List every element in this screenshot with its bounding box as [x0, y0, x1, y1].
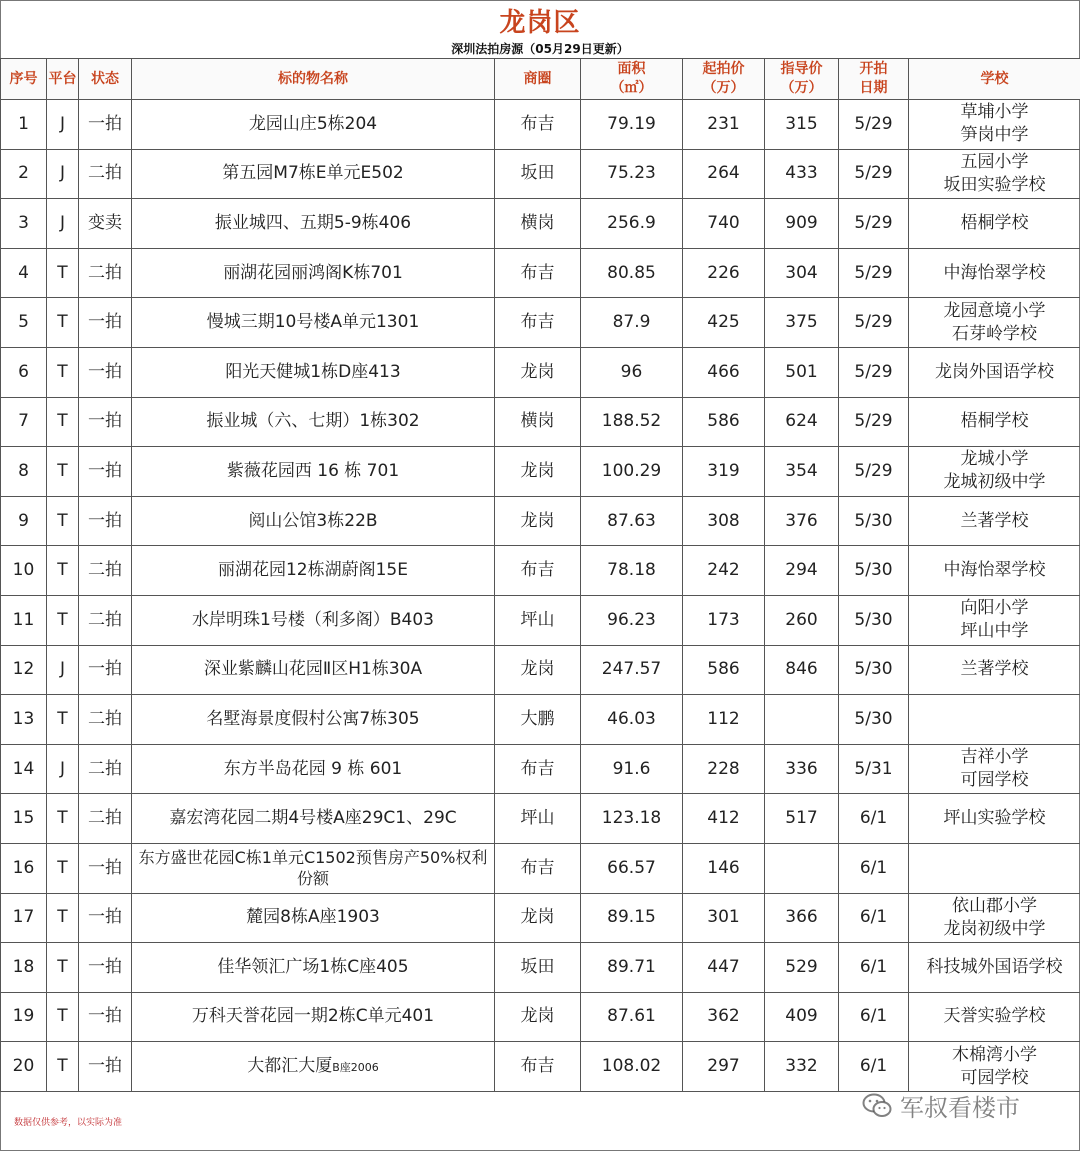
cell-area: 96	[581, 347, 683, 397]
cell-date: 5/30	[839, 695, 909, 745]
cell-date: 5/30	[839, 645, 909, 695]
cell-platform: T	[47, 248, 79, 298]
cell-date: 5/29	[839, 397, 909, 447]
table-row	[1, 794, 1080, 844]
school-name: 坂田实验学校	[943, 174, 1046, 195]
cell-guide: 332	[765, 1042, 839, 1092]
cell-seq: 10	[1, 546, 47, 596]
property-name: 深业紫麟山花园Ⅱ区H1栋30A	[203, 659, 423, 680]
status-badge: 变卖	[79, 199, 132, 249]
cell-guide: 294	[765, 546, 839, 596]
cell-date: 5/29	[839, 100, 909, 150]
school-name: 吉祥小学	[960, 747, 1029, 768]
property-name: 阅山公馆3栋22B	[248, 510, 378, 531]
cell-seq: 17	[1, 893, 47, 943]
property-name: 嘉宏湾花园二期4号楼A座29C1、29C	[169, 808, 457, 829]
watermark-text: 军叔看楼市	[900, 1094, 1020, 1122]
cell-seq: 6	[1, 347, 47, 397]
school-name: 科技城外国语学校	[926, 956, 1063, 977]
school-name: 龙岗初级中学	[943, 918, 1046, 939]
property-name: 名墅海景度假村公寓7栋305	[206, 708, 420, 729]
property-name: 水岸明珠1号楼（利多阁）B403	[192, 609, 434, 630]
status-badge: 二拍	[79, 744, 132, 794]
cell-area: 123.18	[581, 794, 683, 844]
cell-seq: 4	[1, 248, 47, 298]
status-badge: 一拍	[79, 397, 132, 447]
header-start-label: 起拍价	[702, 61, 745, 77]
cell-guide: 529	[765, 943, 839, 993]
status-badge: 二拍	[79, 595, 132, 645]
cell-name	[132, 248, 495, 298]
school-name: 向阳小学	[960, 598, 1029, 619]
cell-district: 布吉	[495, 843, 581, 893]
cell-platform: J	[47, 199, 79, 249]
cell-guide: 354	[765, 447, 839, 497]
header-area-unit: （㎡）	[610, 80, 653, 96]
cell-school	[909, 645, 1080, 695]
cell-platform: T	[47, 496, 79, 546]
cell-start: 447	[683, 943, 765, 993]
cell-district: 坪山	[495, 794, 581, 844]
property-name: 第五园M7栋E单元E502	[222, 163, 404, 184]
cell-name	[132, 100, 495, 150]
cell-area: 87.61	[581, 992, 683, 1042]
cell-start: 231	[683, 100, 765, 150]
cell-seq: 9	[1, 496, 47, 546]
footer-disclaimer: 数据仅供参考，以实际为准	[14, 1118, 123, 1128]
header-guide-price	[765, 59, 839, 100]
table-row	[1, 100, 1080, 150]
cell-seq: 8	[1, 447, 47, 497]
cell-school	[909, 298, 1080, 348]
cell-area: 80.85	[581, 248, 683, 298]
cell-platform: T	[47, 843, 79, 893]
cell-school	[909, 794, 1080, 844]
cell-area: 256.9	[581, 199, 683, 249]
cell-area: 188.52	[581, 397, 683, 447]
table-row	[1, 248, 1080, 298]
cell-area: 108.02	[581, 1042, 683, 1092]
cell-school	[909, 943, 1080, 993]
cell-start: 242	[683, 546, 765, 596]
cell-name	[132, 1042, 495, 1092]
cell-start: 586	[683, 645, 765, 695]
cell-seq: 13	[1, 695, 47, 745]
cell-area: 89.15	[581, 893, 683, 943]
cell-name	[132, 447, 495, 497]
status-badge: 二拍	[79, 695, 132, 745]
cell-guide: 846	[765, 645, 839, 695]
header-platform: 平台	[47, 59, 79, 100]
cell-start: 586	[683, 397, 765, 447]
cell-date: 6/1	[839, 794, 909, 844]
school-name: 梧桐学校	[960, 411, 1029, 432]
cell-seq: 19	[1, 992, 47, 1042]
cell-platform: T	[47, 943, 79, 993]
cell-date: 5/29	[839, 347, 909, 397]
cell-date: 5/30	[839, 546, 909, 596]
cell-area: 89.71	[581, 943, 683, 993]
property-name: 佳华领汇广场1栋C座405	[217, 956, 409, 977]
cell-school	[909, 347, 1080, 397]
cell-start: 301	[683, 893, 765, 943]
header-school: 学校	[909, 59, 1080, 100]
status-badge: 一拍	[79, 645, 132, 695]
cell-name	[132, 943, 495, 993]
cell-name	[132, 298, 495, 348]
cell-district: 坪山	[495, 595, 581, 645]
cell-school	[909, 546, 1080, 596]
cell-school	[909, 100, 1080, 150]
cell-platform: T	[47, 893, 79, 943]
cell-area: 75.23	[581, 149, 683, 199]
school-name: 可园学校	[960, 1067, 1029, 1088]
cell-date: 5/31	[839, 744, 909, 794]
status-badge: 二拍	[79, 794, 132, 844]
property-name: 振业城四、五期5-9栋406	[214, 212, 412, 233]
cell-date: 6/1	[839, 992, 909, 1042]
cell-name	[132, 199, 495, 249]
cell-area: 96.23	[581, 595, 683, 645]
cell-seq: 18	[1, 943, 47, 993]
header-district: 商圈	[495, 59, 581, 100]
cell-platform: T	[47, 595, 79, 645]
school-name: 梧桐学校	[960, 212, 1029, 233]
cell-name	[132, 595, 495, 645]
property-name: 万科天誉花园一期2栋C单元401	[191, 1006, 435, 1027]
header-guide-unit: （万）	[780, 80, 823, 96]
cell-district: 布吉	[495, 248, 581, 298]
cell-start: 466	[683, 347, 765, 397]
cell-start: 362	[683, 992, 765, 1042]
status-badge: 一拍	[79, 843, 132, 893]
cell-platform: J	[47, 100, 79, 150]
header-name: 标的物名称	[132, 59, 495, 100]
wechat-icon	[862, 1093, 892, 1119]
table-row	[1, 447, 1080, 497]
cell-platform: T	[47, 298, 79, 348]
cell-guide: 624	[765, 397, 839, 447]
status-badge: 一拍	[79, 496, 132, 546]
table-row	[1, 347, 1080, 397]
cell-date: 5/29	[839, 248, 909, 298]
cell-district: 布吉	[495, 100, 581, 150]
table-row	[1, 397, 1080, 447]
cell-platform: T	[47, 695, 79, 745]
status-badge: 一拍	[79, 447, 132, 497]
property-name: 东方半岛花园 9 栋 601	[223, 758, 403, 779]
table-row	[1, 496, 1080, 546]
property-name: 振业城（六、七期）1栋302	[206, 411, 420, 432]
cell-seq: 12	[1, 645, 47, 695]
cell-start: 226	[683, 248, 765, 298]
cell-guide	[765, 695, 839, 745]
status-badge: 一拍	[79, 1042, 132, 1092]
table-row	[1, 893, 1080, 943]
cell-district: 龙岗	[495, 992, 581, 1042]
cell-start: 425	[683, 298, 765, 348]
cell-guide: 336	[765, 744, 839, 794]
header-start-price	[683, 59, 765, 100]
cell-start: 319	[683, 447, 765, 497]
cell-district: 龙岗	[495, 496, 581, 546]
school-name: 石芽岭学校	[952, 323, 1037, 344]
school-name: 草埔小学	[960, 102, 1029, 123]
property-name: 紫薇花园西 16 栋 701	[226, 460, 400, 481]
cell-district: 布吉	[495, 1042, 581, 1092]
cell-district: 龙岗	[495, 347, 581, 397]
cell-date: 5/29	[839, 199, 909, 249]
cell-seq: 2	[1, 149, 47, 199]
table-row	[1, 744, 1080, 794]
school-name: 兰著学校	[960, 659, 1029, 680]
cell-platform: T	[47, 546, 79, 596]
cell-seq: 11	[1, 595, 47, 645]
cell-guide: 376	[765, 496, 839, 546]
cell-name	[132, 347, 495, 397]
school-name: 坪山中学	[960, 621, 1029, 642]
cell-date: 5/29	[839, 298, 909, 348]
cell-name	[132, 149, 495, 199]
header-seq: 序号	[1, 59, 47, 100]
cell-date: 5/29	[839, 447, 909, 497]
cell-start: 740	[683, 199, 765, 249]
cell-seq: 7	[1, 397, 47, 447]
cell-area: 79.19	[581, 100, 683, 150]
cell-guide: 517	[765, 794, 839, 844]
cell-platform: T	[47, 1042, 79, 1092]
cell-start: 228	[683, 744, 765, 794]
cell-school	[909, 1042, 1080, 1092]
cell-district: 坂田	[495, 943, 581, 993]
cell-date: 5/29	[839, 149, 909, 199]
status-badge: 二拍	[79, 248, 132, 298]
cell-school	[909, 199, 1080, 249]
property-name-suffix: B座2006	[332, 1060, 379, 1074]
property-name: 阳光天健城1栋D座413	[225, 361, 401, 382]
cell-school	[909, 695, 1080, 745]
table-row	[1, 992, 1080, 1042]
cell-seq: 20	[1, 1042, 47, 1092]
cell-school	[909, 595, 1080, 645]
cell-name	[132, 744, 495, 794]
cell-area: 87.9	[581, 298, 683, 348]
table-row	[1, 298, 1080, 348]
cell-school	[909, 992, 1080, 1042]
cell-name	[132, 496, 495, 546]
cell-platform: T	[47, 992, 79, 1042]
cell-guide: 366	[765, 893, 839, 943]
table-row	[1, 595, 1080, 645]
cell-date: 5/30	[839, 595, 909, 645]
cell-platform: T	[47, 447, 79, 497]
cell-seq: 16	[1, 843, 47, 893]
cell-name	[132, 695, 495, 745]
cell-guide: 409	[765, 992, 839, 1042]
watermark	[862, 1088, 1020, 1123]
school-name: 中海怡翠学校	[943, 262, 1046, 283]
cell-start: 297	[683, 1042, 765, 1092]
cell-area: 91.6	[581, 744, 683, 794]
cell-name	[132, 843, 495, 893]
cell-date: 6/1	[839, 893, 909, 943]
status-badge: 一拍	[79, 298, 132, 348]
school-name: 中海怡翠学校	[943, 560, 1046, 581]
header-date-label-2: 日期	[859, 80, 888, 96]
school-name: 龙园意境小学	[943, 300, 1046, 321]
cell-district: 坂田	[495, 149, 581, 199]
school-name: 龙岗外国语学校	[935, 361, 1054, 382]
cell-district: 龙岗	[495, 893, 581, 943]
property-name: 丽湖花园12栋湖蔚阁15E	[217, 560, 408, 581]
cell-area: 247.57	[581, 645, 683, 695]
cell-date: 5/30	[839, 496, 909, 546]
header-status: 状态	[79, 59, 132, 100]
cell-start: 308	[683, 496, 765, 546]
header-area	[581, 59, 683, 100]
property-name: 麓园8栋A座1903	[246, 907, 380, 928]
cell-name	[132, 546, 495, 596]
cell-date: 6/1	[839, 943, 909, 993]
table-row	[1, 199, 1080, 249]
property-name: 龙园山庄5栋204	[248, 113, 378, 134]
table-row	[1, 943, 1080, 993]
cell-district: 横岗	[495, 199, 581, 249]
cell-platform: J	[47, 744, 79, 794]
table-row	[1, 843, 1080, 893]
cell-name	[132, 992, 495, 1042]
page-title: 龙岗区	[499, 8, 581, 38]
school-name: 天誉实验学校	[943, 1006, 1046, 1027]
school-name: 五园小学	[960, 151, 1029, 172]
cell-area: 46.03	[581, 695, 683, 745]
status-badge: 二拍	[79, 546, 132, 596]
cell-school	[909, 893, 1080, 943]
cell-date: 6/1	[839, 1042, 909, 1092]
cell-district: 布吉	[495, 744, 581, 794]
header-date	[839, 59, 909, 100]
status-badge: 一拍	[79, 992, 132, 1042]
school-name: 可园学校	[960, 770, 1029, 791]
header-guide-label: 指导价	[780, 61, 823, 77]
school-name: 兰著学校	[960, 510, 1029, 531]
table-row	[1, 695, 1080, 745]
school-name: 龙城初级中学	[943, 472, 1046, 493]
school-name: 笋岗中学	[960, 125, 1029, 146]
cell-seq: 1	[1, 100, 47, 150]
table-row	[1, 1042, 1080, 1092]
table-row	[1, 645, 1080, 695]
cell-guide: 304	[765, 248, 839, 298]
cell-seq: 3	[1, 199, 47, 249]
cell-school	[909, 447, 1080, 497]
cell-school	[909, 248, 1080, 298]
cell-guide: 433	[765, 149, 839, 199]
cell-name	[132, 794, 495, 844]
cell-guide: 501	[765, 347, 839, 397]
cell-school	[909, 744, 1080, 794]
cell-school	[909, 397, 1080, 447]
table-row	[1, 149, 1080, 199]
cell-guide: 260	[765, 595, 839, 645]
table-header-row	[1, 59, 1080, 100]
cell-district: 大鹏	[495, 695, 581, 745]
school-name: 木棉湾小学	[952, 1044, 1037, 1065]
header-date-label-1: 开拍	[859, 61, 888, 77]
cell-area: 66.57	[581, 843, 683, 893]
cell-area: 100.29	[581, 447, 683, 497]
school-name: 依山郡小学	[952, 895, 1037, 916]
status-badge: 二拍	[79, 149, 132, 199]
cell-name	[132, 645, 495, 695]
auction-listing-table	[0, 58, 1080, 1092]
cell-start: 264	[683, 149, 765, 199]
status-badge: 一拍	[79, 100, 132, 150]
cell-start: 412	[683, 794, 765, 844]
cell-area: 78.18	[581, 546, 683, 596]
status-badge: 一拍	[79, 943, 132, 993]
cell-district: 布吉	[495, 546, 581, 596]
property-name: 大都汇大厦	[247, 1055, 333, 1076]
cell-district: 布吉	[495, 298, 581, 348]
cell-date: 6/1	[839, 843, 909, 893]
property-name: 东方盛世花园C栋1单元C1502预售房产50%权利份额	[138, 848, 488, 889]
cell-guide: 375	[765, 298, 839, 348]
cell-seq: 15	[1, 794, 47, 844]
cell-school	[909, 843, 1080, 893]
cell-district: 龙岗	[495, 645, 581, 695]
cell-platform: J	[47, 645, 79, 695]
cell-platform: T	[47, 397, 79, 447]
school-name: 坪山实验学校	[943, 808, 1046, 829]
cell-name	[132, 397, 495, 447]
header-start-unit: （万）	[702, 80, 745, 96]
table-row	[1, 546, 1080, 596]
property-name: 慢城三期10号楼A单元1301	[206, 312, 420, 333]
cell-guide: 909	[765, 199, 839, 249]
header-area-label: 面积	[617, 61, 646, 77]
cell-area: 87.63	[581, 496, 683, 546]
property-name: 丽湖花园丽鸿阁K栋701	[223, 262, 403, 283]
cell-school	[909, 149, 1080, 199]
cell-seq: 5	[1, 298, 47, 348]
cell-district: 龙岗	[495, 447, 581, 497]
status-badge: 一拍	[79, 347, 132, 397]
cell-guide	[765, 843, 839, 893]
cell-start: 112	[683, 695, 765, 745]
cell-platform: T	[47, 794, 79, 844]
cell-seq: 14	[1, 744, 47, 794]
page-subtitle: 深圳法拍房源（05月29日更新）	[451, 42, 629, 56]
cell-platform: T	[47, 347, 79, 397]
cell-platform: J	[47, 149, 79, 199]
cell-district: 横岗	[495, 397, 581, 447]
cell-name	[132, 893, 495, 943]
cell-guide: 315	[765, 100, 839, 150]
status-badge: 一拍	[79, 893, 132, 943]
cell-school	[909, 496, 1080, 546]
cell-start: 146	[683, 843, 765, 893]
cell-start: 173	[683, 595, 765, 645]
school-name: 龙城小学	[960, 449, 1029, 470]
